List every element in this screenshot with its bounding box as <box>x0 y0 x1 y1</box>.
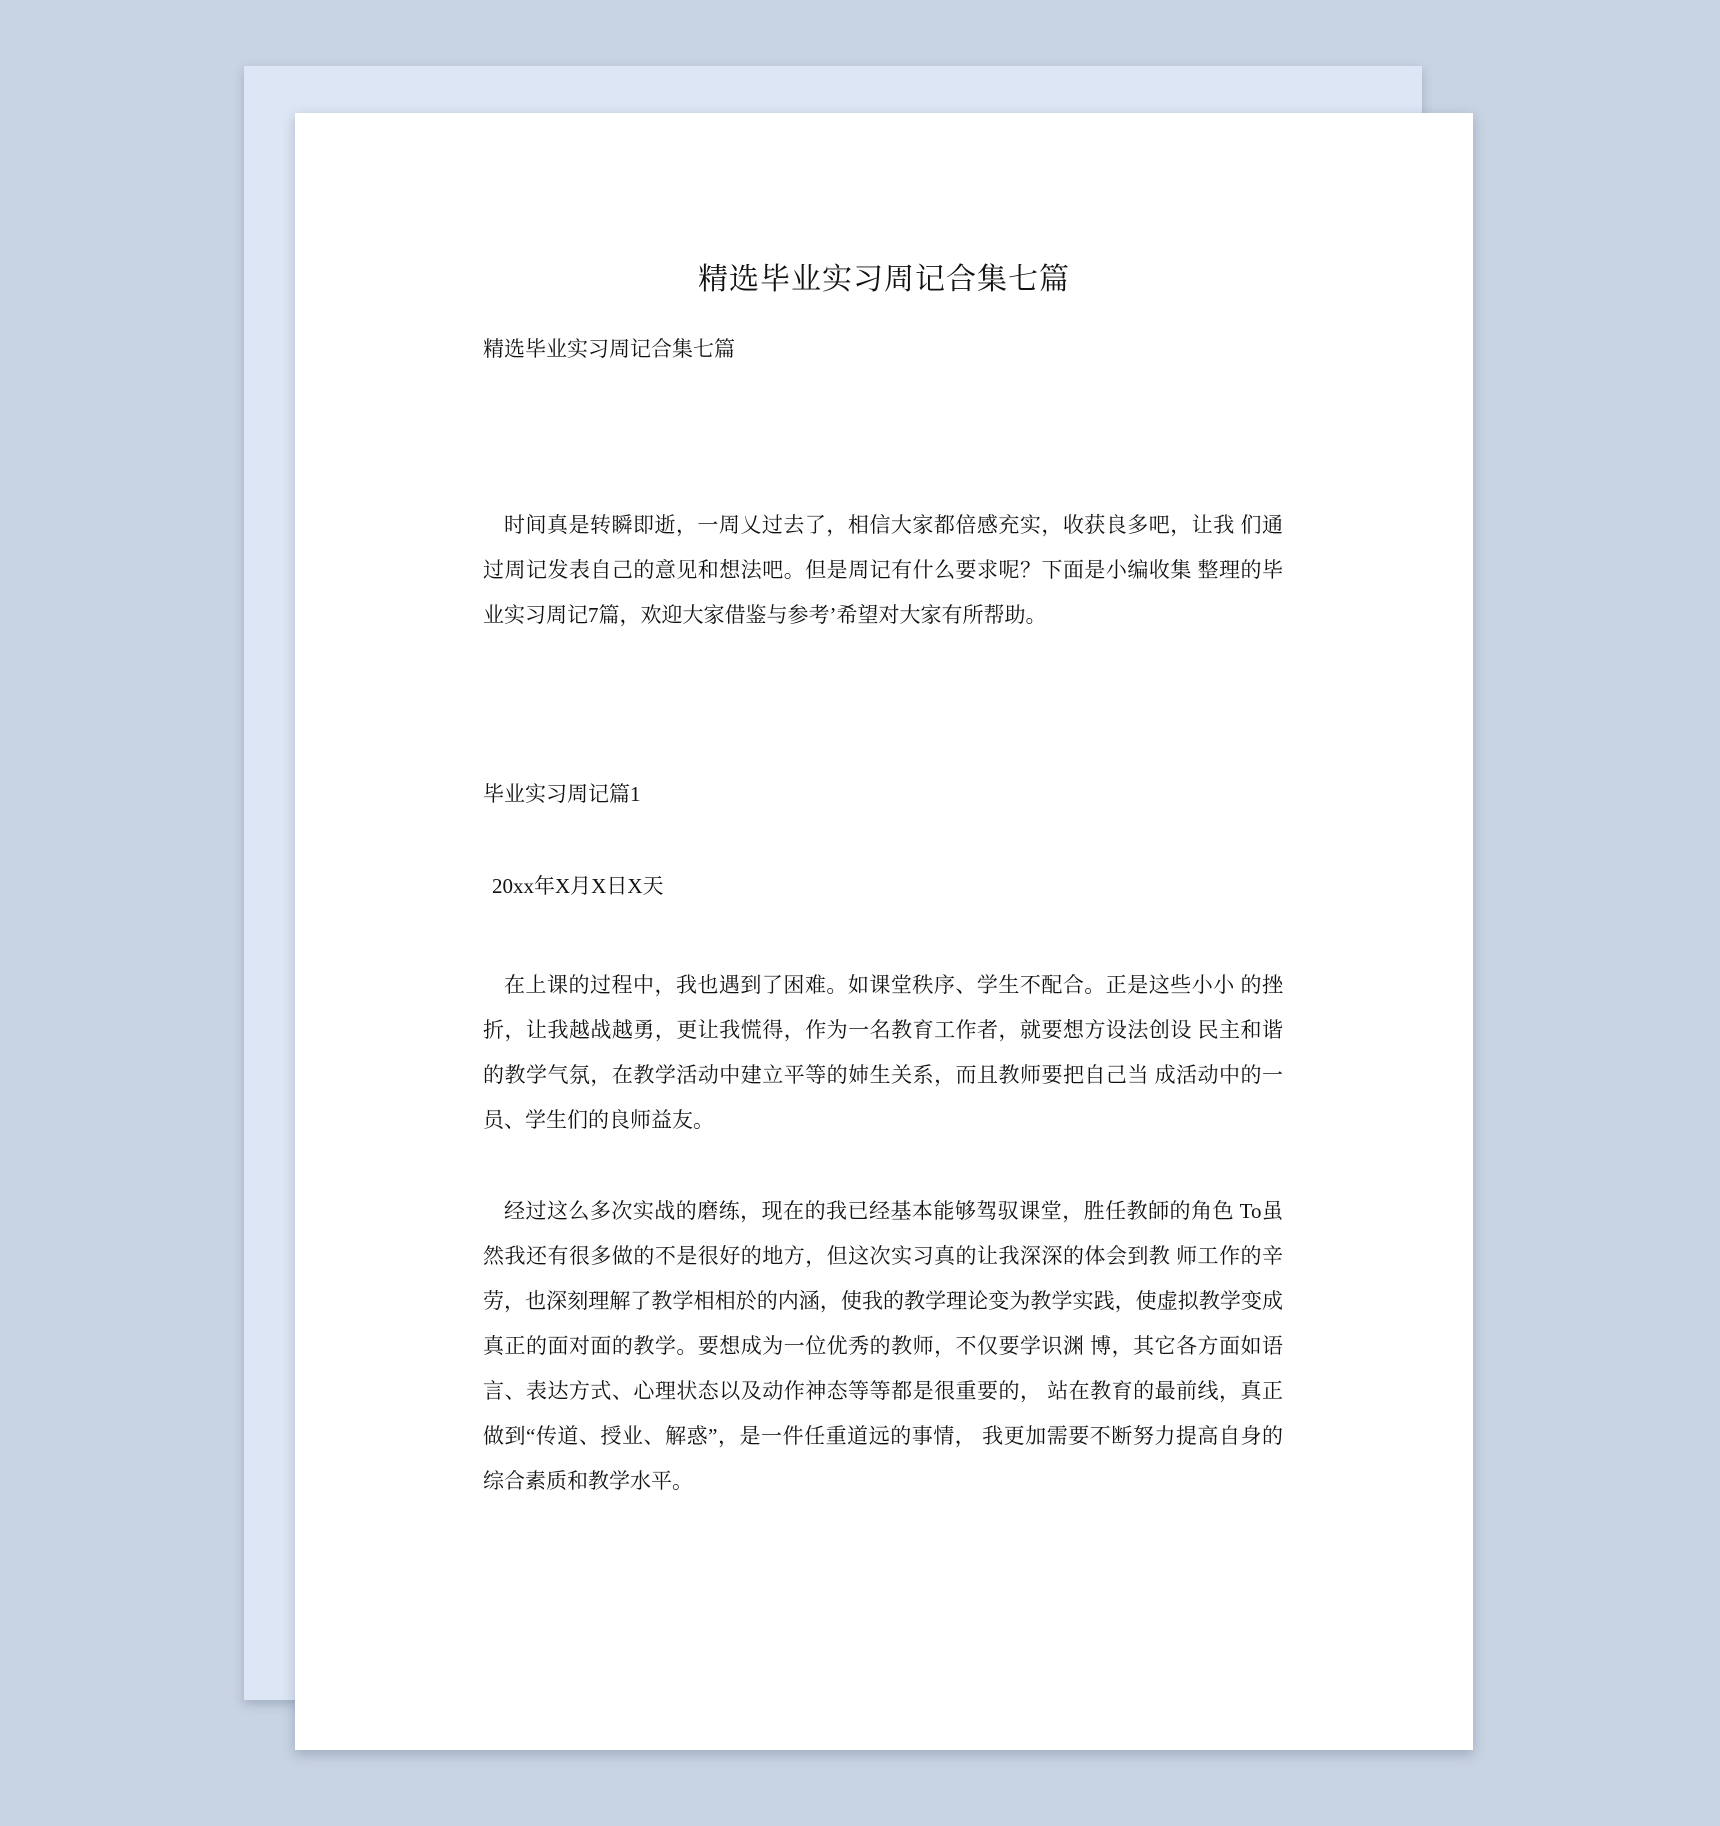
section-heading: 毕业实习周记篇1 <box>483 782 641 806</box>
document-subtitle: 精选毕业实习周记合集七篇 <box>483 337 735 361</box>
intro-paragraph: 时间真是转瞬即逝，一周乂过去了，相信大家都倍感充实，收获良多吧，让我 们通过周记发表自己的意见和想法吧。但是周记有什么要求呢？下面是小编收集 整理的毕业实习周记7篇，欢迎大家借鉴与参考’希望对大家有所帮助。 <box>483 513 1283 627</box>
date-line: 20xx年X月X日X天 <box>492 874 664 898</box>
body-paragraph-2: 经过这么多次实战的磨练，现在的我已经基本能够驾驭课堂，胜任教師的角色 To虽然我还有很多做的不是很好的地方，但这次实习真的让我深深的体会到教 师工作的辛劳，也深刻理解了教学相相於的内涵，使我的教学理论变为教学实践，使虚拟教学变成真正的面对面的教学。要想成为一位优秀的教师，不仅要学识渊 博，其它各方面如语言、表达方式、心理状态以及动作神态等等都是很重要的， 站在教育的最前线，真正做到“传道、授业、解惑”，是一件任重道远的事情， 我更加需要不断努力提高自身的综合素质和教学水平。 <box>483 1199 1283 1493</box>
document-title: 精选毕业实习周记合集七篇 <box>698 263 1070 296</box>
document-page <box>295 113 1473 1750</box>
body-paragraph-1: 在上课的过程中，我也遇到了困难。如课堂秩序、学生不配合。正是这些小小 的挫折，让我越战越勇，更让我慌得，作为一名教育工作者，就要想方设法创设 民主和谐的教学气氛，在教学活动中建立平等的姉生关系，而且教师要把自己当 成活动中的一员、学生们的良师益友。 <box>483 973 1283 1132</box>
